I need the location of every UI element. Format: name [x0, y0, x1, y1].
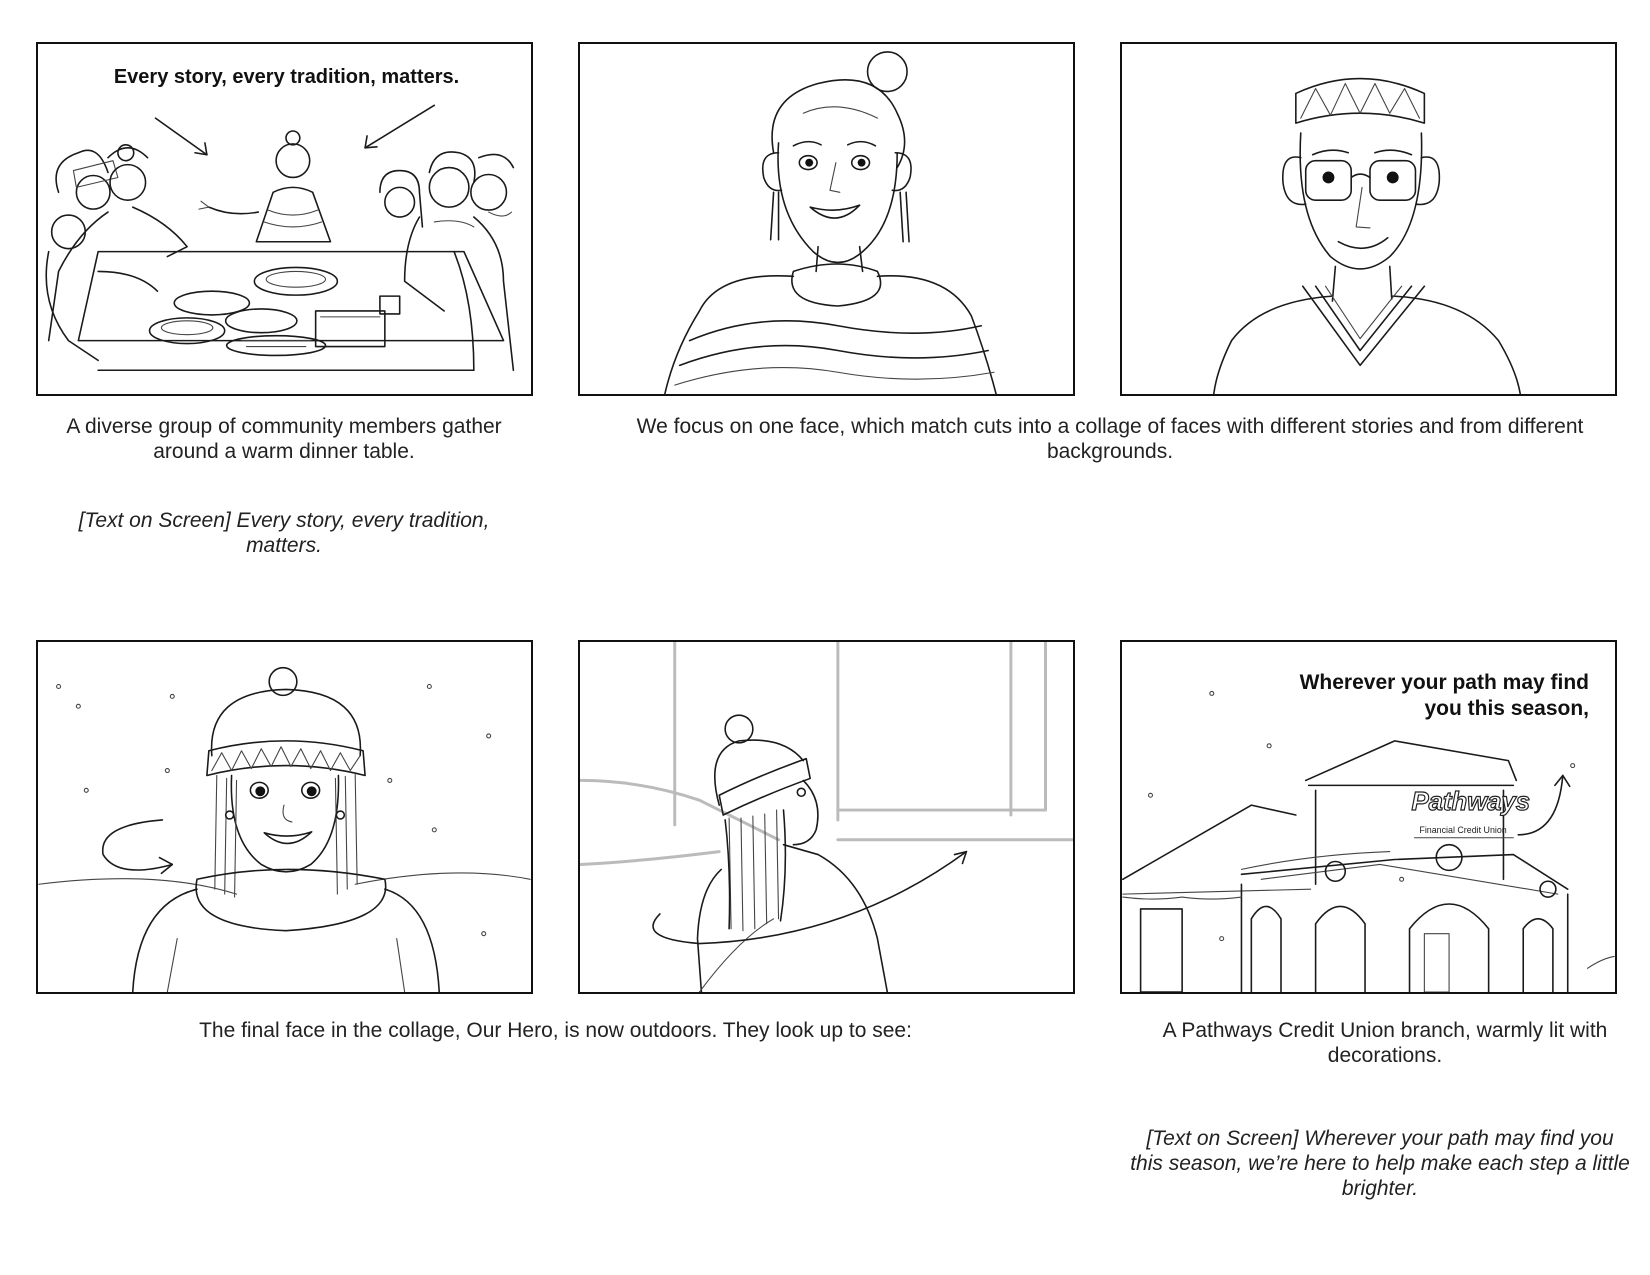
overlay-line-2: you this season,	[1424, 697, 1589, 720]
screen-text-frame-6: [Text on Screen] Wherever your path may find you this season, we’re here to help make each step a little brighter.	[1130, 1127, 1630, 1200]
storyboard-frame-6	[1120, 640, 1617, 994]
overlay-line-1: Wherever your path may find	[1299, 671, 1589, 694]
storyboard-frame-3	[1120, 42, 1617, 396]
dinner-table-sketch	[38, 44, 531, 394]
screen-text-frame-1: [Text on Screen] Every story, every tradition, matters.	[78, 509, 490, 557]
hero-back-view-sketch	[580, 642, 1073, 992]
overlay-text	[1249, 670, 1589, 722]
storyboard-frame-2	[578, 42, 1075, 396]
caption-frames-2-3: We focus on one face, which match cuts into a collage of faces with different stories and from different backgrounds.	[636, 415, 1584, 463]
storyboard-frame-5	[578, 640, 1075, 994]
storyboard-frame-4	[36, 640, 533, 994]
storyboard-frame-1	[36, 42, 533, 396]
man-portrait-sketch	[1122, 44, 1615, 394]
sign-subtitle-text: Financial Credit Union	[1419, 824, 1507, 835]
overlay-text: Every story, every tradition, matters.	[113, 66, 460, 88]
sign-brand-text: Pathways	[1411, 788, 1531, 817]
caption-frame-1: A diverse group of community members gather around a warm dinner table.	[66, 415, 502, 463]
woman-portrait-sketch	[580, 44, 1073, 394]
hero-outdoors-sketch	[38, 642, 531, 992]
caption-frame-6: A Pathways Credit Union branch, warmly lit with decorations.	[1162, 1019, 1608, 1067]
caption-frames-4-5: The final face in the collage, Our Hero, is now outdoors. They look up to see:	[199, 1019, 912, 1042]
